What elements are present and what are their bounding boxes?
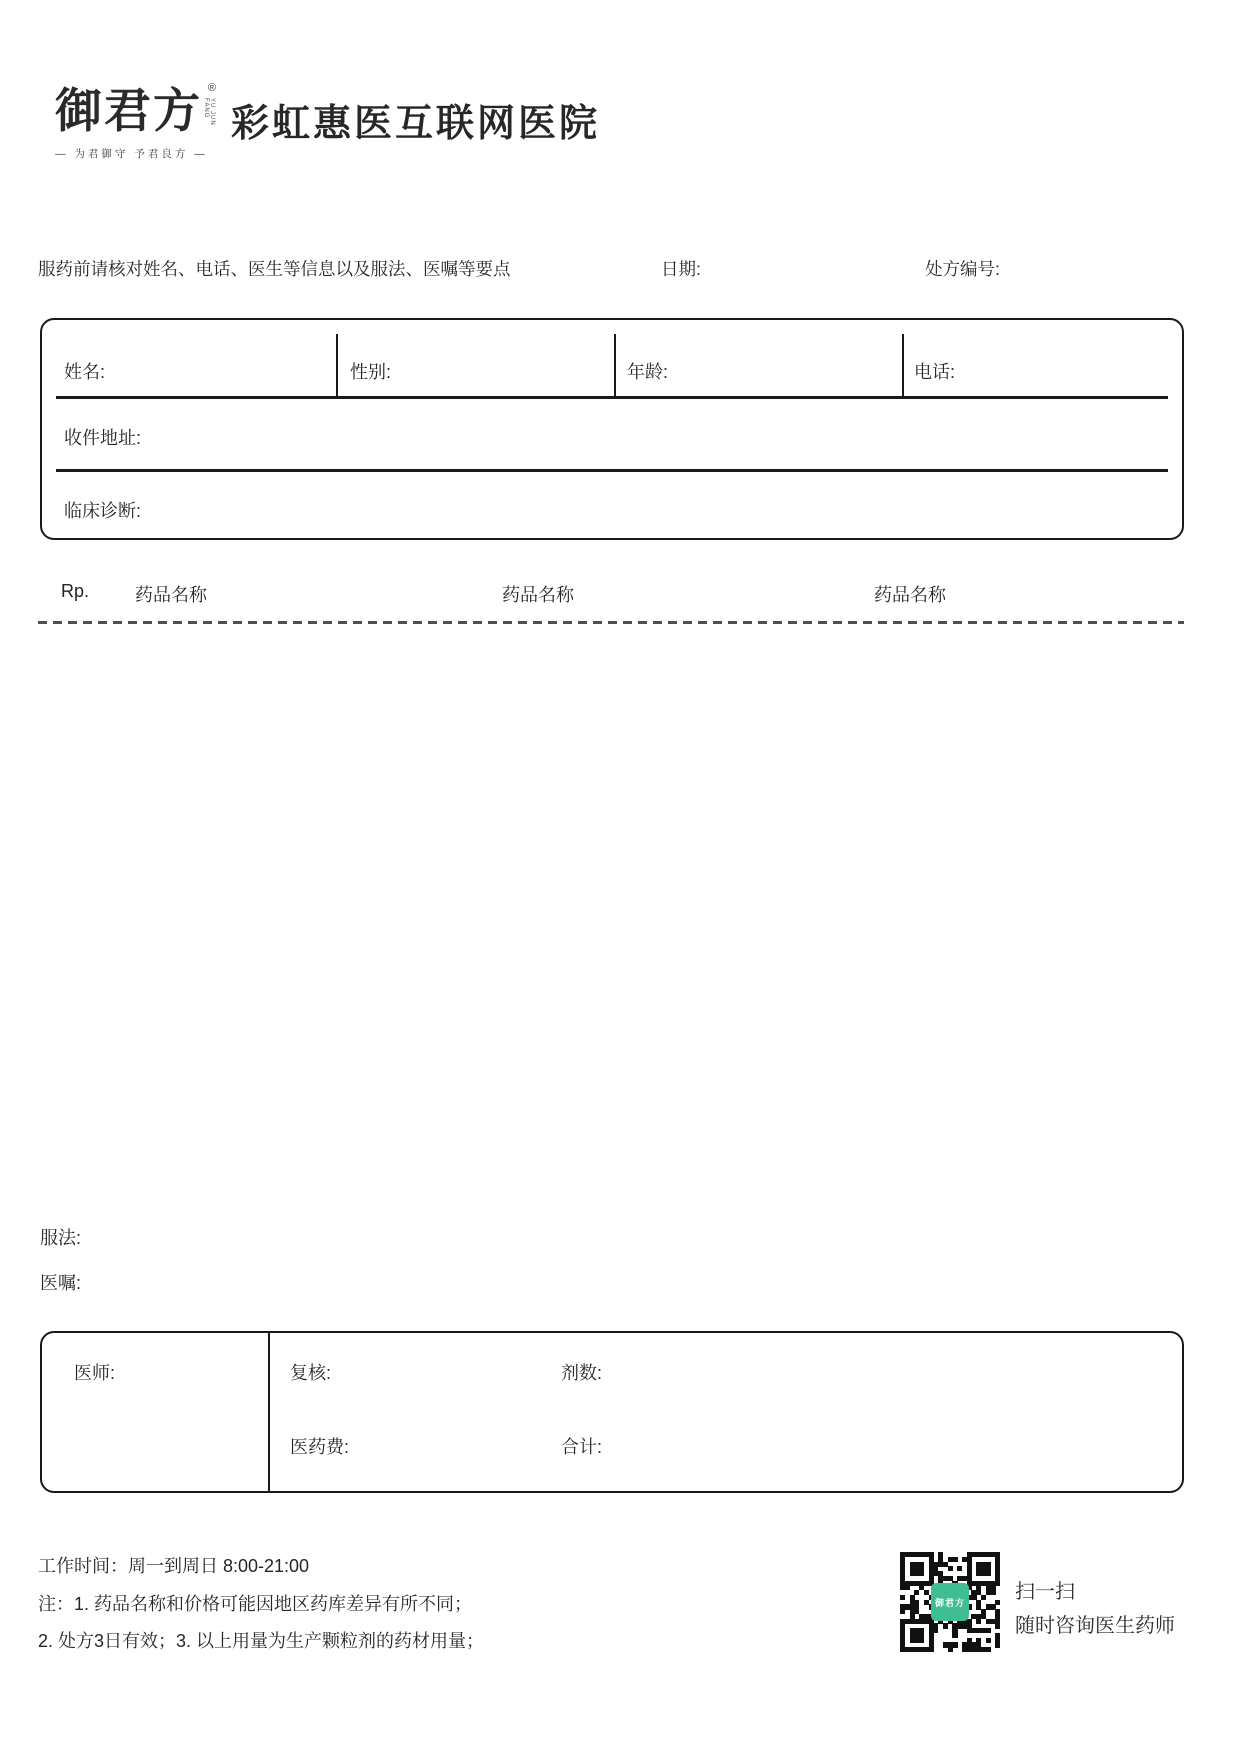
- rx-dashed-separator: [38, 621, 1184, 624]
- logo-text: 御君方: [55, 84, 202, 139]
- rx-number-label: 处方编号:: [925, 259, 1000, 279]
- logo-vertical-text: YU JUN FANG: [203, 98, 215, 126]
- advice-field-label: 医嘱:: [40, 1273, 82, 1293]
- note-line-1: 注：1. 药品名称和价格可能因地区药库差异有所不同；: [38, 1594, 473, 1614]
- drug-name-column-header: 药品名称: [135, 585, 207, 605]
- rp-label: Rp.: [61, 581, 90, 601]
- dose-count-field-label: 剂数:: [561, 1363, 603, 1383]
- doctor-field-label: 医师:: [74, 1363, 116, 1383]
- qr-center-logo: [931, 1583, 969, 1621]
- logo-tagline: — 为君御守 予君良方 —: [55, 147, 208, 160]
- address-field-label: 收件地址:: [64, 428, 142, 448]
- brand-logo: [55, 82, 216, 161]
- age-field-label: 年龄:: [627, 362, 669, 382]
- date-label: 日期:: [661, 259, 701, 279]
- name-field-label: 姓名:: [64, 362, 106, 382]
- row-divider-line: [56, 469, 1168, 472]
- column-divider: [336, 334, 338, 396]
- scan-subtitle-text: 随时咨询医生药师: [1015, 1615, 1175, 1637]
- usage-field-label: 服法:: [40, 1228, 82, 1248]
- signature-box: [40, 1331, 1184, 1493]
- patient-info-box: [40, 318, 1184, 540]
- column-divider: [902, 334, 904, 396]
- qr-center-text: 御君方: [934, 1597, 965, 1608]
- drug-name-column-header: 药品名称: [874, 585, 946, 605]
- work-hours-text: 工作时间：周一到周日 8:00-21:00: [38, 1556, 310, 1576]
- review-field-label: 复核:: [290, 1363, 332, 1383]
- medicine-fee-field-label: 医药费:: [290, 1437, 350, 1457]
- row-divider-line: [56, 396, 1168, 399]
- note-line-2: 2. 处方3日有效；3. 以上用量为生产颗粒剂的药材用量；: [38, 1631, 485, 1651]
- phone-field-label: 电话:: [914, 362, 956, 382]
- qr-code: [900, 1552, 1000, 1652]
- diagnosis-field-label: 临床诊断:: [64, 501, 142, 521]
- total-field-label: 合计:: [561, 1437, 603, 1457]
- column-divider: [268, 1333, 270, 1491]
- column-divider: [614, 334, 616, 396]
- scan-title-text: 扫一扫: [1015, 1581, 1075, 1603]
- registered-trademark-icon: ®: [207, 82, 216, 94]
- drug-name-column-header: 药品名称: [502, 585, 574, 605]
- gender-field-label: 性别:: [350, 362, 392, 382]
- verify-notice-text: 服药前请核对姓名、电话、医生等信息以及服法、医嘱等要点: [38, 259, 511, 279]
- hospital-name: 彩虹惠医互联网医院: [231, 103, 601, 145]
